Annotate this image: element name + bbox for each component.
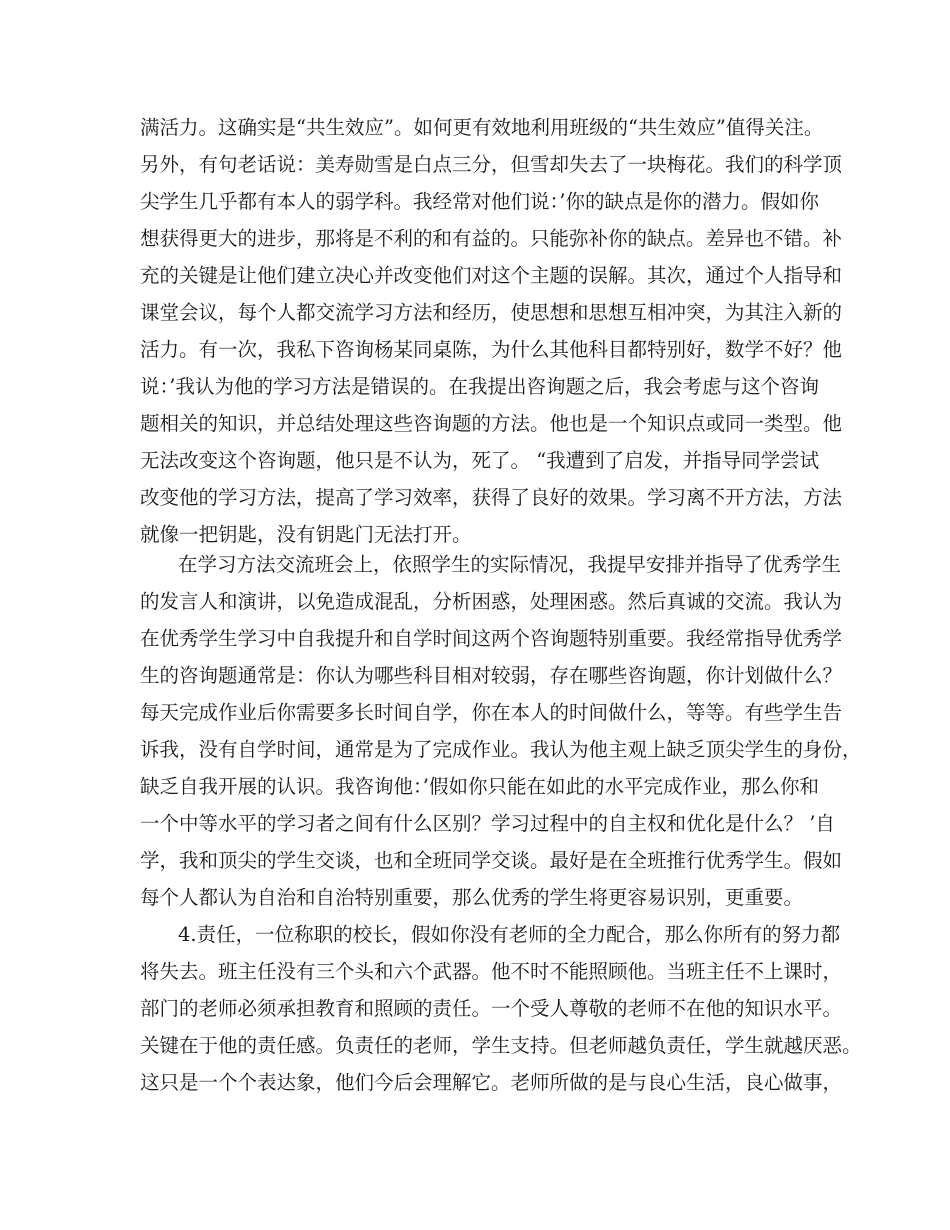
text-line: 题相关的知识，并总结处理这些咨询题的方法。他也是一个知识点或同一类型。他 — [140, 412, 843, 435]
text-line: 说：’我认为他的学习方法是错误的。在我提出咨询题之后，我会考虑与这个咨询 — [140, 375, 819, 398]
text-line: 在优秀学生学习中自我提升和自学时间这两个咨询题特别重要。我经常指导优秀学 — [140, 627, 843, 650]
text-line: 的发言人和演讲，以免造成混乱，分析困惑，处理困惑。然后真诚的交流。我认为 — [140, 590, 843, 613]
text-line: 诉我，没有自学时间，通常是为了完成作业。我认为他主观上缺乏顶尖学生的身份， — [140, 738, 862, 761]
text-line: 满活力。这确实是“共生效应”。如何更有效地利用班级的“共生效应”值得关注。 — [140, 116, 824, 139]
text-line: 充的关键是让他们建立决心并改变他们对这个主题的误解。其次，通过个人指导和 — [140, 264, 843, 287]
paragraph-first-line: 4.责任，一位称职的校长，假如你没有老师的全力配合，那么你所有的努力都 — [178, 923, 841, 946]
text-line: 部门的老师必须承担教育和照顾的责任。一个受人尊敬的老师不在他的知识水平。 — [140, 997, 843, 1020]
text-line: 想获得更大的进步，那将是不利的和有益的。只能弥补你的缺点。差异也不错。补 — [140, 227, 843, 250]
text-line: 缺乏自我开展的认识。我咨询他：’假如你只能在如此的水平完成作业，那么你和 — [140, 775, 819, 798]
text-line: 无法改变这个咨询题，他只是不认为，死了。 “我遭到了启发，并指导同学尝试 — [140, 449, 820, 472]
text-line: 每天完成作业后你需要多长时间自学，你在本人的时间做什么，等等。有些学生告 — [140, 701, 843, 724]
text-line: 关键在于他的责任感。负责任的老师，学生支持。但老师越负责任，学生就越厌恶。 — [140, 1034, 862, 1057]
text-line: 每个人都认为自治和自治特别重要，那么优秀的学生将更容易识别，更重要。 — [140, 886, 804, 909]
text-line: 学，我和顶尖的学生交谈，也和全班同学交谈。最好是在全班推行优秀学生。假如 — [140, 849, 843, 872]
text-line: 课堂会议，每个人都交流学习方法和经历，使思想和思想互相冲突，为其注入新的 — [140, 301, 843, 324]
text-line: 另外，有句老话说：美寿勋雪是白点三分，但雪却失去了一块梅花。我们的科学顶 — [140, 153, 843, 176]
text-line: 一个中等水平的学习者之间有什么区别？学习过程中的自主权和优化是什么？ ’自 — [140, 812, 835, 835]
text-line: 尖学生几乎都有本人的弱学科。我经常对他们说：’你的缺点是你的潜力。假如你 — [140, 190, 819, 213]
text-line: 将失去。班主任没有三个头和六个武器。他不时不能照顾他。当班主任不上课时， — [140, 960, 843, 983]
text-line: 活力。有一次，我私下咨询杨某同桌陈，为什么其他科目都特别好，数学不好？他 — [140, 338, 843, 361]
text-line: 就像一把钥匙，没有钥匙门无法打开。 — [140, 523, 472, 546]
text-line: 生的咨询题通常是：你认为哪些科目相对较弱，存在哪些咨询题，你计划做什么？ — [140, 664, 843, 687]
text-line: 改变他的学习方法，提高了学习效率，获得了良好的效果。学习离不开方法，方法 — [140, 486, 843, 509]
text-line: 这只是一个个表达象，他们今后会理解它。老师所做的是与良心生活，良心做事， — [140, 1071, 843, 1094]
paragraph-first-line: 在学习方法交流班会上，依照学生的实际情况，我提早安排并指导了优秀学生 — [178, 553, 842, 576]
